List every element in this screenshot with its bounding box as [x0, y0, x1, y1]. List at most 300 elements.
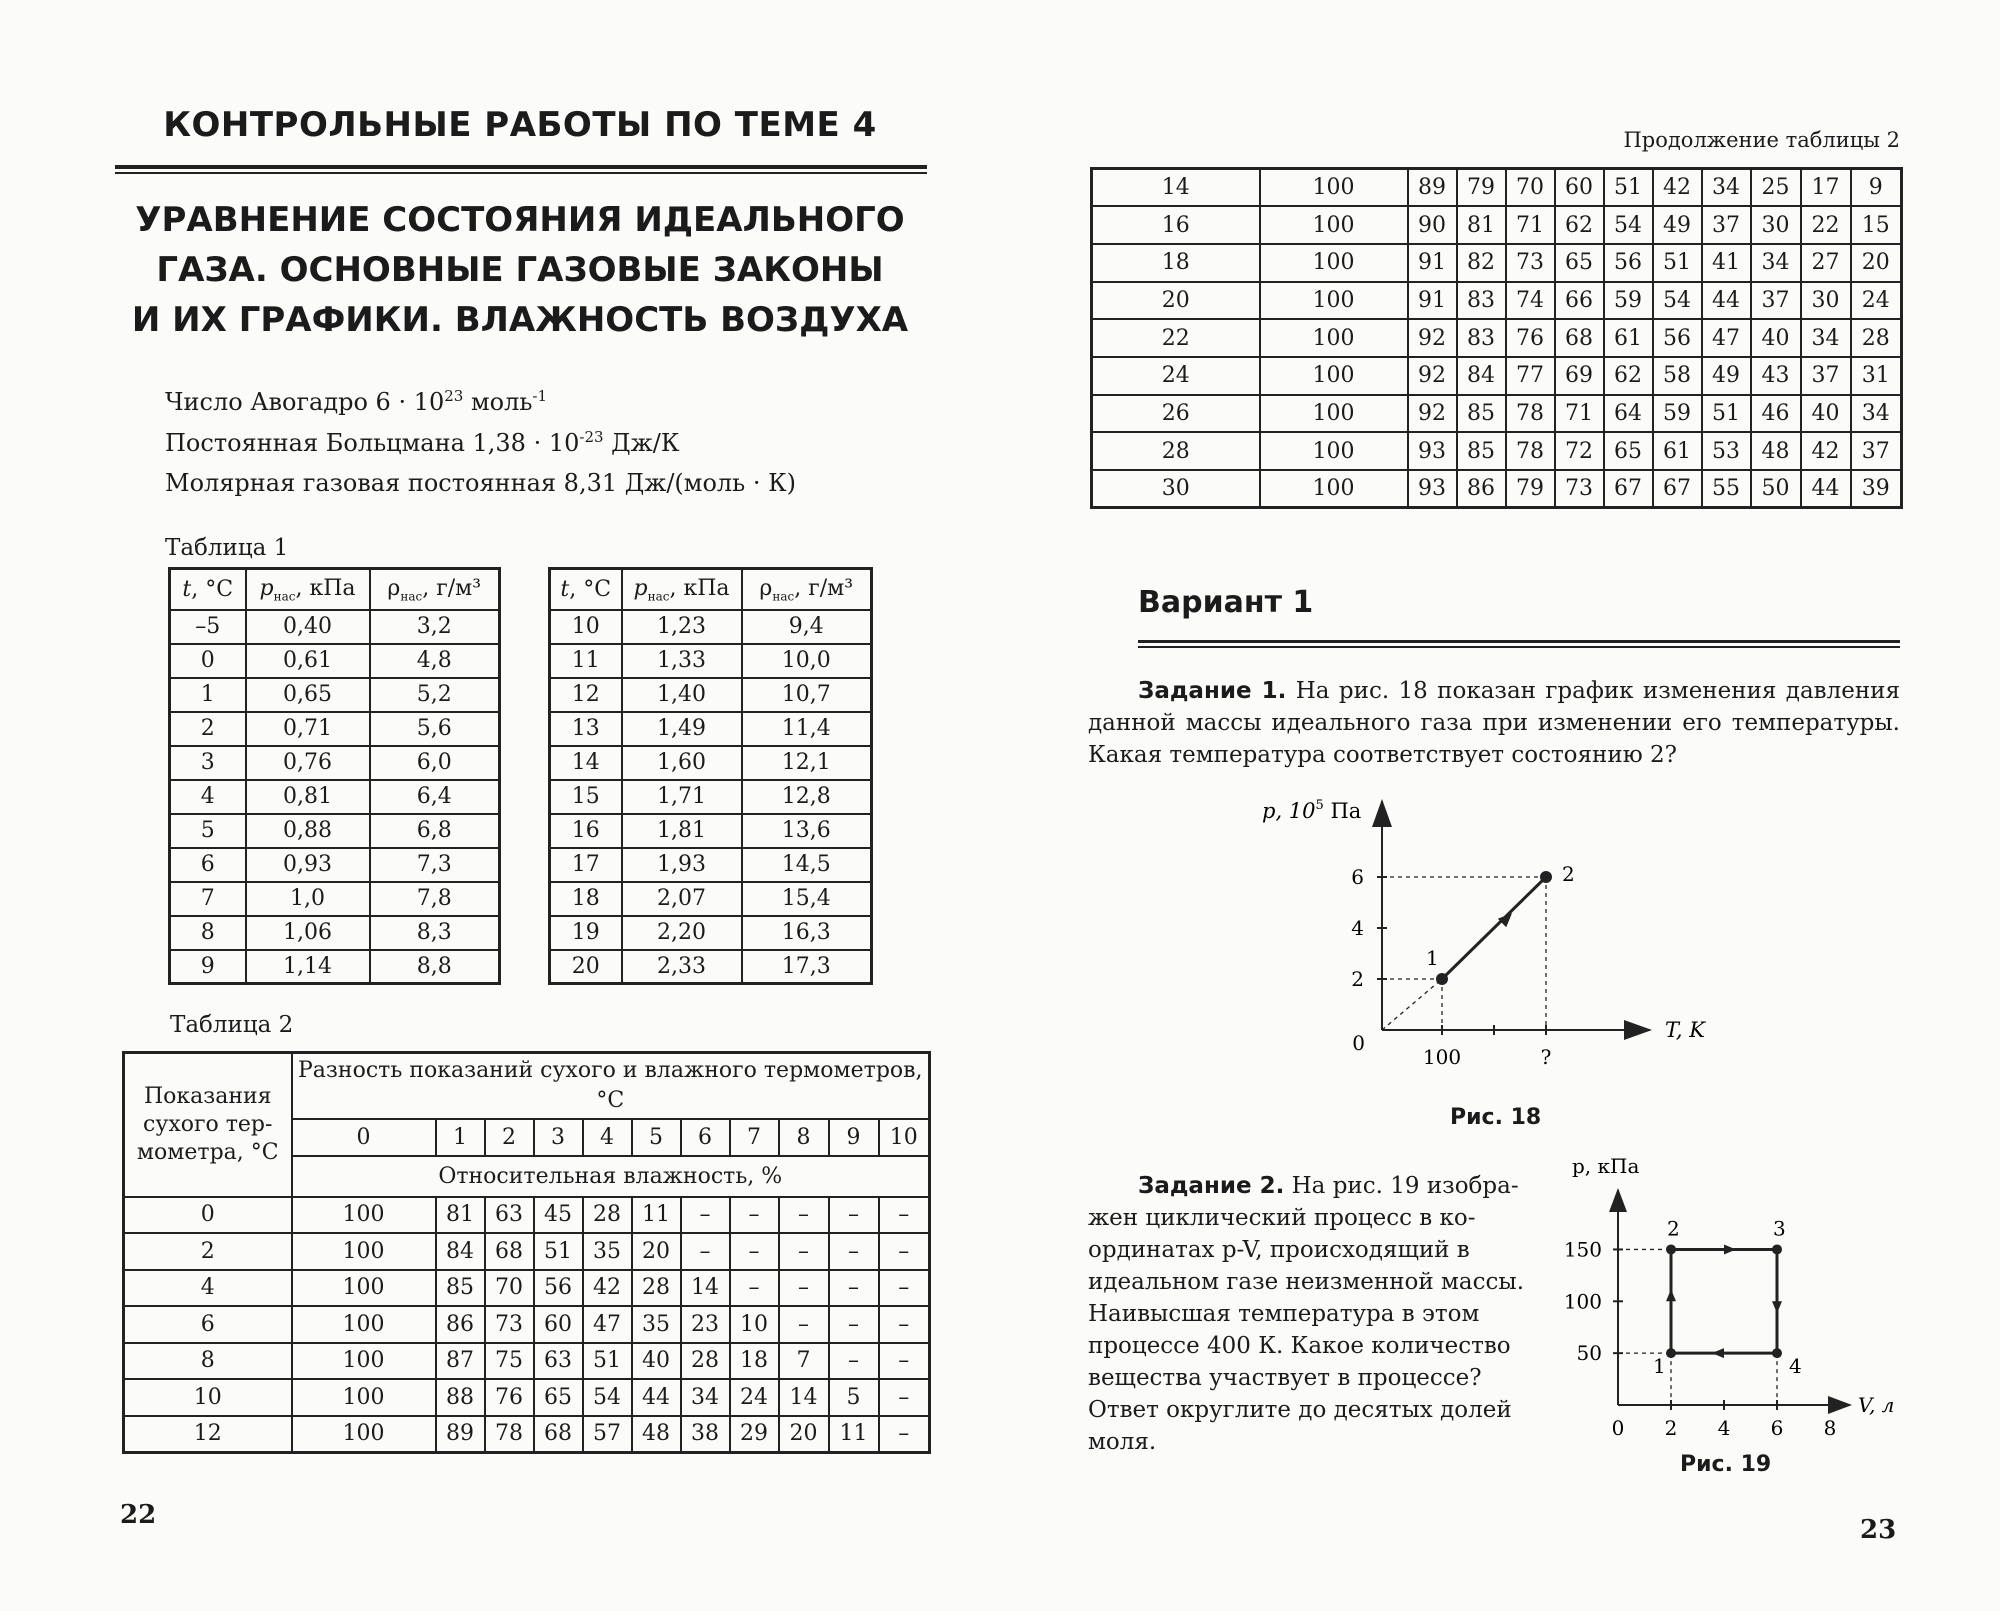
- table-cell: 5,6: [370, 712, 500, 746]
- diff-value: 4: [583, 1119, 632, 1156]
- fig19-cycle: [1671, 1249, 1777, 1353]
- table-cell: 61: [1653, 432, 1702, 470]
- row-header: Показания сухого тер- мометра, °С: [124, 1053, 292, 1197]
- table-cell: 0,76: [246, 746, 370, 780]
- table-cell: 13,6: [742, 814, 872, 848]
- table-cell: 85: [1457, 395, 1506, 433]
- table-cell: 86: [1457, 470, 1506, 508]
- table-cell: 47: [1702, 319, 1751, 357]
- table-cell: 6,0: [370, 746, 500, 780]
- table-cell: –: [879, 1379, 930, 1416]
- table-cell: 46: [1751, 395, 1801, 433]
- table-cell: 28: [1092, 432, 1260, 470]
- fig19-point-2: [1666, 1244, 1676, 1254]
- table-cell: 28: [583, 1197, 632, 1234]
- table-cell: 54: [1604, 206, 1653, 244]
- variant-heading: Вариант 1: [1138, 585, 1314, 620]
- fig19-arrow-4-1: [1712, 1348, 1724, 1358]
- fig19-x-tick-label: 4: [1717, 1416, 1731, 1440]
- table-cell: 100: [292, 1416, 436, 1453]
- table-cell: 47: [583, 1306, 632, 1343]
- table-cell: 6: [170, 848, 246, 882]
- table-cell: 14: [550, 746, 622, 780]
- table-cell: 65: [1604, 432, 1653, 470]
- table-row: [124, 1343, 930, 1380]
- table-cell: 41: [1702, 244, 1751, 282]
- table-cell: 93: [1408, 470, 1457, 508]
- table-cell: 17: [1801, 169, 1851, 207]
- table1-right: [548, 567, 873, 985]
- table-cell: –: [779, 1233, 829, 1270]
- table-row: [550, 950, 872, 984]
- table-cell: –: [829, 1343, 879, 1380]
- fig19-x-tick-label: 6: [1770, 1416, 1784, 1440]
- table-cell: 28: [1851, 319, 1902, 357]
- table-cell: 0: [170, 644, 246, 678]
- table-row: [170, 678, 500, 712]
- table-cell: 100: [1260, 432, 1408, 470]
- table-cell: 24: [730, 1379, 779, 1416]
- diff-value: 7: [730, 1119, 779, 1156]
- table-cell: 2: [170, 712, 246, 746]
- table2-caption: Таблица 2: [170, 1012, 294, 1038]
- figure-19: [1540, 1150, 1900, 1450]
- table-cell: 14: [779, 1379, 829, 1416]
- table-cell: 53: [1702, 432, 1751, 470]
- table-row: [170, 882, 500, 916]
- table2-continuation: [1090, 167, 1903, 509]
- table-cell: 9,4: [742, 610, 872, 644]
- diff-header: Разность показаний сухого и влажного термометров, °С: [292, 1053, 930, 1119]
- table-cell: 82: [1457, 244, 1506, 282]
- table-cell: 20: [779, 1416, 829, 1453]
- table-cell: 29: [730, 1416, 779, 1453]
- table-cell: –5: [170, 610, 246, 644]
- table-cell: 71: [1506, 206, 1555, 244]
- fig19-y-tick-label: 150: [1563, 1237, 1602, 1262]
- table-row: [550, 644, 872, 678]
- fig19-arrow-1-2: [1666, 1289, 1676, 1301]
- table-cell: 1,14: [246, 950, 370, 984]
- table-cell: 48: [1751, 432, 1801, 470]
- table-cell: 30: [1092, 470, 1260, 508]
- header-p: $p_{нас}$, кПа: [622, 569, 742, 610]
- header-t: t, °C: [170, 569, 246, 610]
- table-cell: 5: [829, 1379, 879, 1416]
- header-rho: $\rho_{нас}$, г/м³: [370, 569, 500, 610]
- table-cell: 63: [485, 1197, 534, 1234]
- table-cell: 49: [1653, 206, 1702, 244]
- table-cell: 73: [1555, 470, 1604, 508]
- table-cell: 79: [1457, 169, 1506, 207]
- table-row: [1092, 357, 1902, 395]
- table-cell: 37: [1801, 357, 1851, 395]
- table-cell: 1,81: [622, 814, 742, 848]
- fig19-point-label: 2: [1667, 1216, 1680, 1241]
- table-cell: 100: [1260, 244, 1408, 282]
- table-cell: –: [879, 1233, 930, 1270]
- fig18-origin: 0: [1352, 1031, 1365, 1055]
- table-row: [170, 712, 500, 746]
- table-cell: 5,2: [370, 678, 500, 712]
- table-row: [170, 814, 500, 848]
- table-cell: 70: [1506, 169, 1555, 207]
- table-cell: 22: [1801, 206, 1851, 244]
- table-cell: 37: [1702, 206, 1751, 244]
- table-cell: –: [779, 1270, 829, 1307]
- table-row: [1092, 470, 1902, 508]
- table-cell: 0,88: [246, 814, 370, 848]
- table-cell: 100: [1260, 319, 1408, 357]
- table-cell: 8,3: [370, 916, 500, 950]
- table-cell: 45: [534, 1197, 583, 1234]
- table-cell: 51: [583, 1343, 632, 1380]
- table-cell: 24: [1092, 357, 1260, 395]
- table-cell: 2,07: [622, 882, 742, 916]
- table-cell: 15: [1851, 206, 1902, 244]
- table-cell: 54: [583, 1379, 632, 1416]
- table-cell: 44: [632, 1379, 681, 1416]
- table-cell: 48: [632, 1416, 681, 1453]
- table-cell: –: [730, 1270, 779, 1307]
- fig19-y-label: p, кПа: [1572, 1154, 1640, 1178]
- humidity-label: Относительная влажность, %: [292, 1156, 930, 1197]
- table-cell: 17,3: [742, 950, 872, 984]
- fig18-point-1: [1436, 973, 1448, 985]
- table-row: [124, 1270, 930, 1307]
- table-cell: 35: [583, 1233, 632, 1270]
- table-cell: 40: [1801, 395, 1851, 433]
- table-cell: 73: [1506, 244, 1555, 282]
- fig18-extrapolation: [1382, 979, 1442, 1030]
- table-row: [124, 1306, 930, 1343]
- table-cell: –: [779, 1197, 829, 1234]
- table-cell: 37: [1751, 282, 1801, 320]
- task1-text: Задание 1. На рис. 18 показан график изменения давления данной массы идеального газа при изменении его температуры. Какая температура соответствует состоянию 2?: [1088, 678, 1901, 768]
- table-cell: 62: [1604, 357, 1653, 395]
- table-cell: 1,40: [622, 678, 742, 712]
- table-cell: 7,3: [370, 848, 500, 882]
- table-cell: 14,5: [742, 848, 872, 882]
- table-cell: 65: [534, 1379, 583, 1416]
- table-cell: 50: [1751, 470, 1801, 508]
- header-t: t, °C: [550, 569, 622, 610]
- table-cell: 12: [550, 678, 622, 712]
- diff-value: 3: [534, 1119, 583, 1156]
- table-cell: 93: [1408, 432, 1457, 470]
- table-cell: 20: [1092, 282, 1260, 320]
- table-cell: 6: [124, 1306, 292, 1343]
- title-line: ГАЗА. ОСНОВНЫЕ ГАЗОВЫЕ ЗАКОНЫ: [156, 250, 884, 290]
- table-cell: 54: [1653, 282, 1702, 320]
- fig18-point-2: [1540, 871, 1552, 883]
- table-cell: 55: [1702, 470, 1751, 508]
- table-cell: 11: [829, 1416, 879, 1453]
- table-row: [1092, 169, 1902, 207]
- diff-value: 5: [632, 1119, 681, 1156]
- table-cell: 100: [292, 1379, 436, 1416]
- diff-value: 10: [879, 1119, 930, 1156]
- table-cell: 0,65: [246, 678, 370, 712]
- table-cell: 17: [550, 848, 622, 882]
- table-cell: 88: [436, 1379, 485, 1416]
- table-cell: 1,93: [622, 848, 742, 882]
- table-cell: 89: [1408, 169, 1457, 207]
- table-cell: 15,4: [742, 882, 872, 916]
- table-cell: 2: [124, 1233, 292, 1270]
- table-cell: 86: [436, 1306, 485, 1343]
- table-cell: –: [829, 1233, 879, 1270]
- table-row: [124, 1379, 930, 1416]
- title-line: И ИХ ГРАФИКИ. ВЛАЖНОСТЬ ВОЗДУХА: [131, 300, 909, 340]
- table-cell: 92: [1408, 395, 1457, 433]
- constant-avogadro: Число Авогадро $6 \cdot 10^{23}$ моль$^{-1}$: [165, 387, 548, 416]
- header-rule: [115, 165, 927, 169]
- table-cell: 1,0: [246, 882, 370, 916]
- table-cell: 11: [632, 1197, 681, 1234]
- table-cell: 81: [1457, 206, 1506, 244]
- table-cell: 20: [632, 1233, 681, 1270]
- diff-value: 0: [292, 1119, 436, 1156]
- diff-value: 1: [436, 1119, 485, 1156]
- page-header: КОНТРОЛЬНЫЕ РАБОТЫ ПО ТЕМЕ 4: [163, 105, 877, 145]
- table-cell: 58: [1653, 357, 1702, 395]
- table-row: [170, 610, 500, 644]
- variant-rule: [1138, 640, 1900, 643]
- table-cell: 23: [681, 1306, 730, 1343]
- table-cell: 10,0: [742, 644, 872, 678]
- table-cell: 10: [730, 1306, 779, 1343]
- table-cell: 30: [1801, 282, 1851, 320]
- table-cell: 10: [550, 610, 622, 644]
- fig18-point-label: 2: [1562, 862, 1575, 886]
- table-cell: 28: [681, 1343, 730, 1380]
- constant-gas: Молярная газовая постоянная 8,31 Дж/(моль · К): [165, 469, 797, 497]
- table-cell: 40: [632, 1343, 681, 1380]
- table-cell: 24: [1851, 282, 1902, 320]
- table-cell: –: [730, 1197, 779, 1234]
- table-cell: 84: [1457, 357, 1506, 395]
- table-cell: 56: [1653, 319, 1702, 357]
- table1-left: [168, 567, 501, 985]
- fig19-point-label: 4: [1789, 1354, 1802, 1379]
- figure-18: [1250, 785, 1740, 1115]
- table-cell: 37: [1851, 432, 1902, 470]
- table-cell: –: [879, 1416, 930, 1453]
- diff-value: 6: [681, 1119, 730, 1156]
- table-cell: 63: [534, 1343, 583, 1380]
- table-cell: 16,3: [742, 916, 872, 950]
- table-cell: 39: [1851, 470, 1902, 508]
- table-cell: 9: [1851, 169, 1902, 207]
- fig18-x-tick-label: ?: [1540, 1045, 1552, 1069]
- table-cell: –: [879, 1343, 930, 1380]
- table-row: [124, 1416, 930, 1453]
- table-cell: 8: [170, 916, 246, 950]
- table-cell: 30: [1751, 206, 1801, 244]
- table-cell: 18: [550, 882, 622, 916]
- table-cell: 74: [1506, 282, 1555, 320]
- table-cell: 6,8: [370, 814, 500, 848]
- fig19-x-label: V, л: [1858, 1393, 1895, 1417]
- fig18-y-tick-label: 2: [1351, 967, 1364, 991]
- table-cell: 42: [1653, 169, 1702, 207]
- table-cell: 16: [1092, 206, 1260, 244]
- table-cell: 0,93: [246, 848, 370, 882]
- table-cell: 8: [124, 1343, 292, 1380]
- table-cell: 2,33: [622, 950, 742, 984]
- table-row: [550, 610, 872, 644]
- table-cell: –: [829, 1197, 879, 1234]
- table-row: [170, 780, 500, 814]
- table-cell: 6,4: [370, 780, 500, 814]
- table-cell: 87: [436, 1343, 485, 1380]
- constant-boltzmann: Постоянная Больцмана $1,38 \cdot 10^{-23}$ Дж/К: [165, 428, 680, 457]
- table-row: [550, 882, 872, 916]
- table-row: [550, 780, 872, 814]
- table-row: [170, 644, 500, 678]
- table-cell: 0,81: [246, 780, 370, 814]
- table-cell: 91: [1408, 244, 1457, 282]
- table-cell: –: [879, 1306, 930, 1343]
- fig18-y-tick-label: 4: [1351, 916, 1364, 940]
- table-cell: 71: [1555, 395, 1604, 433]
- table-cell: 83: [1457, 282, 1506, 320]
- fig19-arrow-2-3: [1724, 1244, 1736, 1254]
- table-row: [550, 712, 872, 746]
- table-cell: 100: [292, 1343, 436, 1380]
- fig19-y-tick-label: 100: [1563, 1289, 1602, 1314]
- fig19-x-tick-label: 8: [1823, 1416, 1837, 1440]
- table-cell: 92: [1408, 319, 1457, 357]
- table-cell: 83: [1457, 319, 1506, 357]
- table-cell: 4: [170, 780, 246, 814]
- table-cell: 10: [124, 1379, 292, 1416]
- table-cell: 1,23: [622, 610, 742, 644]
- table-cell: 44: [1801, 470, 1851, 508]
- table-cell: 3: [170, 746, 246, 780]
- fig18-y-label: p, $10^5$ Па: [1262, 798, 1362, 823]
- table-cell: 15: [550, 780, 622, 814]
- table-cell: 44: [1702, 282, 1751, 320]
- table-row: [1092, 395, 1902, 433]
- table-cell: 67: [1653, 470, 1702, 508]
- table-cell: 34: [1801, 319, 1851, 357]
- table-cell: 72: [1555, 432, 1604, 470]
- fig19-point-3: [1772, 1244, 1782, 1254]
- table-row: [1092, 319, 1902, 357]
- table-cell: 1,60: [622, 746, 742, 780]
- continuation-label: Продолжение таблицы 2: [1623, 128, 1900, 152]
- table-cell: 12,8: [742, 780, 872, 814]
- table-cell: 0,71: [246, 712, 370, 746]
- table-cell: 1,06: [246, 916, 370, 950]
- table-cell: 70: [485, 1270, 534, 1307]
- table-cell: 10,7: [742, 678, 872, 712]
- table-cell: 25: [1751, 169, 1801, 207]
- table-cell: 69: [1555, 357, 1604, 395]
- table-cell: 0,61: [246, 644, 370, 678]
- table-cell: 42: [583, 1270, 632, 1307]
- table-cell: 0,40: [246, 610, 370, 644]
- table-cell: 84: [436, 1233, 485, 1270]
- table-row: [1092, 432, 1902, 470]
- table-cell: 100: [1260, 206, 1408, 244]
- table-cell: –: [779, 1306, 829, 1343]
- table-cell: 100: [1260, 395, 1408, 433]
- table-cell: 59: [1653, 395, 1702, 433]
- diff-value: 2: [485, 1119, 534, 1156]
- table-cell: –: [730, 1233, 779, 1270]
- table-cell: 79: [1506, 470, 1555, 508]
- table-cell: 51: [1653, 244, 1702, 282]
- table-cell: 91: [1408, 282, 1457, 320]
- table-cell: 14: [681, 1270, 730, 1307]
- table-cell: 9: [170, 950, 246, 984]
- fig19-caption: Рис. 19: [1680, 1452, 1772, 1477]
- table-cell: 60: [1555, 169, 1604, 207]
- table-cell: 56: [534, 1270, 583, 1307]
- table-cell: 13: [550, 712, 622, 746]
- task2-text: Задание 2. На рис. 19 изобра- жен циклический процесс в ко- ординатах p-V, происходящий в идеальном газе неизменной массы. Наивысшая температура в этом процессе 400 К. Какое количество вещества участвует в процессе? Ответ округлите до десятых долей моля.: [1088, 1173, 1525, 1455]
- page-number-right: 23: [1860, 1515, 1897, 1545]
- table-cell: 68: [534, 1416, 583, 1453]
- table-cell: 65: [1555, 244, 1604, 282]
- table-row: [550, 848, 872, 882]
- table-cell: 73: [485, 1306, 534, 1343]
- table-cell: 31: [1851, 357, 1902, 395]
- table1-caption: Таблица 1: [165, 535, 289, 561]
- table-row: [1092, 282, 1902, 320]
- table-row: [1092, 244, 1902, 282]
- table-cell: 78: [485, 1416, 534, 1453]
- table-cell: 26: [1092, 395, 1260, 433]
- table-cell: 85: [1457, 432, 1506, 470]
- table-cell: 100: [1260, 357, 1408, 395]
- table-cell: 75: [485, 1343, 534, 1380]
- fig19-x-tick-label: 2: [1664, 1416, 1678, 1440]
- table-cell: –: [829, 1306, 879, 1343]
- table-row: [1092, 206, 1902, 244]
- table-cell: 62: [1555, 206, 1604, 244]
- variant-rule-thin: [1138, 646, 1900, 648]
- table-cell: 76: [1506, 319, 1555, 357]
- table-cell: 60: [534, 1306, 583, 1343]
- table-cell: 0: [124, 1197, 292, 1234]
- table-cell: 4,8: [370, 644, 500, 678]
- page-number-left: 22: [120, 1500, 157, 1530]
- table-cell: 28: [632, 1270, 681, 1307]
- table-row: [170, 916, 500, 950]
- fig19-x-tick-label: 0: [1611, 1416, 1625, 1440]
- table-row: [170, 746, 500, 780]
- table-cell: 16: [550, 814, 622, 848]
- fig18-process-line: [1442, 877, 1546, 979]
- table-cell: 18: [730, 1343, 779, 1380]
- table-cell: 100: [292, 1306, 436, 1343]
- header-p: $p_{нас}$, кПа: [246, 569, 370, 610]
- table-cell: 100: [1260, 470, 1408, 508]
- fig18-x-tick-label: 100: [1422, 1045, 1462, 1069]
- diff-value: 9: [829, 1119, 879, 1156]
- table-cell: 77: [1506, 357, 1555, 395]
- table-cell: 78: [1506, 395, 1555, 433]
- fig18-y-tick-label: 6: [1351, 865, 1364, 889]
- table-row: [170, 950, 500, 984]
- table-cell: 1: [170, 678, 246, 712]
- table-cell: 81: [436, 1197, 485, 1234]
- table-cell: 68: [485, 1233, 534, 1270]
